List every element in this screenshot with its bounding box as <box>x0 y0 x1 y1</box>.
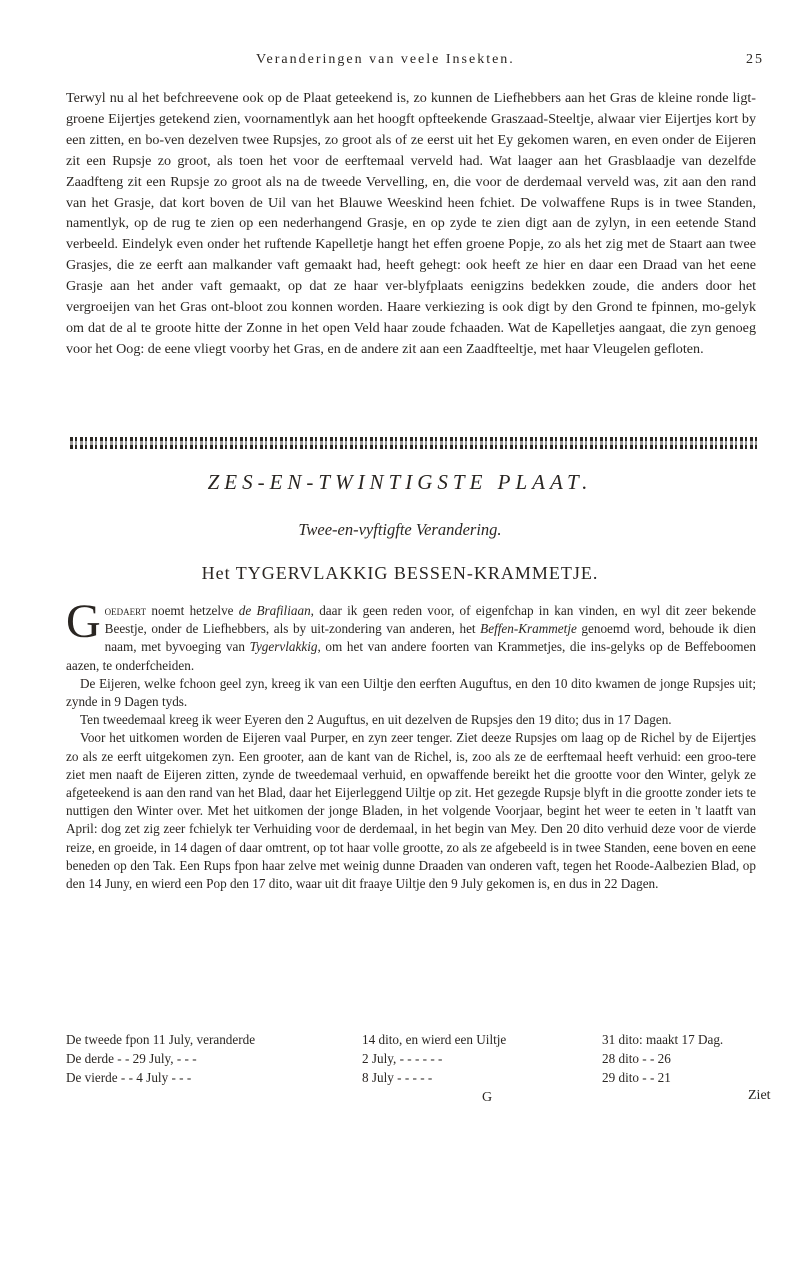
species-description <box>66 595 756 893</box>
paragraph-intro <box>66 595 756 675</box>
italic-term: Tygervlakkig <box>249 639 318 655</box>
catchword: Ziet <box>748 1088 771 1103</box>
ornamental-divider <box>70 437 758 449</box>
text-run: genoemd word, behoude ik dien naam, met byvoeging van <box>104 621 756 655</box>
timeline-cell: 8 July - - - - - <box>362 1070 433 1085</box>
running-head <box>256 52 764 76</box>
drop-cap: G <box>66 595 101 648</box>
text-run: , daar ik geen reden voor, of eigenfchap in kan vinden, en wyl dit zeer bekende Beestje, onder de Liefhebbers, als by uit-zondering van anderen, het <box>104 603 756 637</box>
paragraph-development: Voor het uitkomen worden de Eijeren vaal Purper, en zyn zeer tenger. Ziet deeze Rupsjes om laag op de Richel by de Eijertjes zo als ze eerft uitgekomen zyn. Een grooter, aan de kant van de Richel, is, zoo als ze de eerftemaal heeft verhuid: een groo-tere ziet men naaft de Eijeren zitten, zynde de tweedemaal verhuid, en opwaffende bereikt het die grootte voor den Winter, gelyk ze afgeteekend is aan den rand van het Blad, daar het Eijerleggend Uiltje op zit. Het gezegde Rupsje blyft in die grootte zonder iets te nuttigen den Winter over. Met het uitkomen der jonge Bladen, in het volgende Voorjaar, begint het weer te eeten in 't laatft van April: dog zet zig zeer fchielyk ter Verhuiding voor de derdemaal, in het begin van Mey. Den 20 dito verhuid deze voor de vierde reize, en groeide, in 14 dagen of daar omtrent, op tot haar volle grootte, zo als ze afgebeeld is in twee Standen, eene boven en eene beneden op den Tak. Een Rups fpon haar zelve met weinig dunne Draaden van onderen vaft, tegen het Roode-Aalbezien Blad, op den 14 Juny, en wierd een Pop den 17 dito, waar uit dit fraaye Uiltje den 9 July gekomen is, en dus in 22 Dagen. <box>66 730 756 892</box>
timeline-cell: De tweede fpon 11 July, veranderde <box>66 1032 256 1047</box>
paragraph-plate-description: Terwyl nu al het befchreevene ook op de Plaat geteekend is, zo kunnen de Liefhebbers aan het Gras de kleine ronde ligt-groene Eijertjes getekend zien, voornamentlyk aan het hoogft opfteekende Graszaad-Steeltje, alwaar vier Eijertjes kort by een zitten, en bo-ven dezelven twee Rupsjes, zo groot als of ze eerst uit het Ey gekomen waren, en even onder de Eijeren zit een Rupsje zo groot, als toen het voor de eerftemaal verveld had. Wat laager aan het Grasblaadje van dezelfde Zaadfteng zit een Rupsje zo groot als na de tweede Vervelling, en, die voor de derdemaal verveld was, zit aan den rand van het Grasje, dat kort boven de Uil van het Blauwe Weeskind heen fchiet. De volwaffene Rups is in twee Standen, namentlyk, op de rug te zien op een nederhangend Grasje, en op zyde te zien digt aan de zylyn, in een eetende Stand verbeeld. Eindelyk even onder het ruftende Kapelletje hangt het effen groene Popje, zo als het zig met de Staart aan twee Grasjes, die ze eerft aan malkander vaft gemaakt had, heeft gehegt: ook heeft ze hier en daar een Draad van het eene Grasje aan het ander vaft gemaakt, op dat ze haar ver-blyfplaats eenigzins bedekken zoude, die anders door het vergroeijen van het Gras ont-bloot zou konnen worden. Haare verkiezing is ook digt by den Grond te fpinnen, mo-gelyk om dat de al te groote hitte der Zonne in het open Veld haar zoude fchaaden. Wat de Kapelletjes aangaat, die zyn genoeg voor het Oog: de eene vliegt voorby het Gras, en de andere zit aan een Zaadfteeltje, met haar Vleugelen gefloten. <box>66 90 756 357</box>
text-run: , om het van andere foorten van Krammetjes, die ins-gelyks op de Beffeboomen aazen, te onderfcheiden. <box>66 639 756 673</box>
timeline-row <box>66 1049 756 1068</box>
timeline-cell: 14 dito, en wierd een Uiltje <box>362 1032 507 1047</box>
paragraph-eggs: De Eijeren, welke fchoon geel zyn, kreeg ik van een Uiltje den eerften Auguftus, en den 10 dito kwamen de jonge Rupsjes uit; zynde in 9 Dagen tyds. <box>66 675 756 710</box>
author-name: oedaert <box>104 603 147 618</box>
timeline-row <box>66 1068 756 1087</box>
timeline-cell: 28 dito - - 26 <box>602 1051 671 1066</box>
plate-subtitle: Twee-en-vyftigfte Verandering. <box>298 520 502 539</box>
timeline-cell: De vierde - - 4 July - - - <box>66 1070 192 1085</box>
timeline-row <box>66 1030 756 1049</box>
pupation-timeline <box>66 1030 756 1087</box>
text-run: noemt hetzelve <box>146 603 239 618</box>
timeline-cell: De derde - - 29 July, - - - <box>66 1051 197 1066</box>
italic-term: de Brafiliaan <box>238 603 311 618</box>
timeline-cell: 29 dito - - 21 <box>602 1070 671 1085</box>
species-heading: Het TYGERVLAKKIG BESSEN-KRAMMETJE. <box>201 563 599 583</box>
page-number: 25 <box>746 52 764 67</box>
timeline-cell: 2 July, - - - - - - <box>362 1051 443 1066</box>
italic-term: Beffen-Krammetje <box>480 621 577 637</box>
paragraph-second-eggs: Ten tweedemaal kreeg ik weer Eyeren den 2 Auguftus, en uit dezelven de Rupsjes den 19 dito; dus in 17 Dagen. <box>80 712 672 728</box>
timeline-cell: 31 dito: maakt 17 Dag. <box>602 1032 724 1047</box>
plate-title: ZES-EN-TWINTIGSTE PLAAT. <box>207 470 593 494</box>
running-head-title: Veranderingen van veele Insekten. <box>256 52 515 67</box>
signature-mark: G <box>482 1090 493 1105</box>
